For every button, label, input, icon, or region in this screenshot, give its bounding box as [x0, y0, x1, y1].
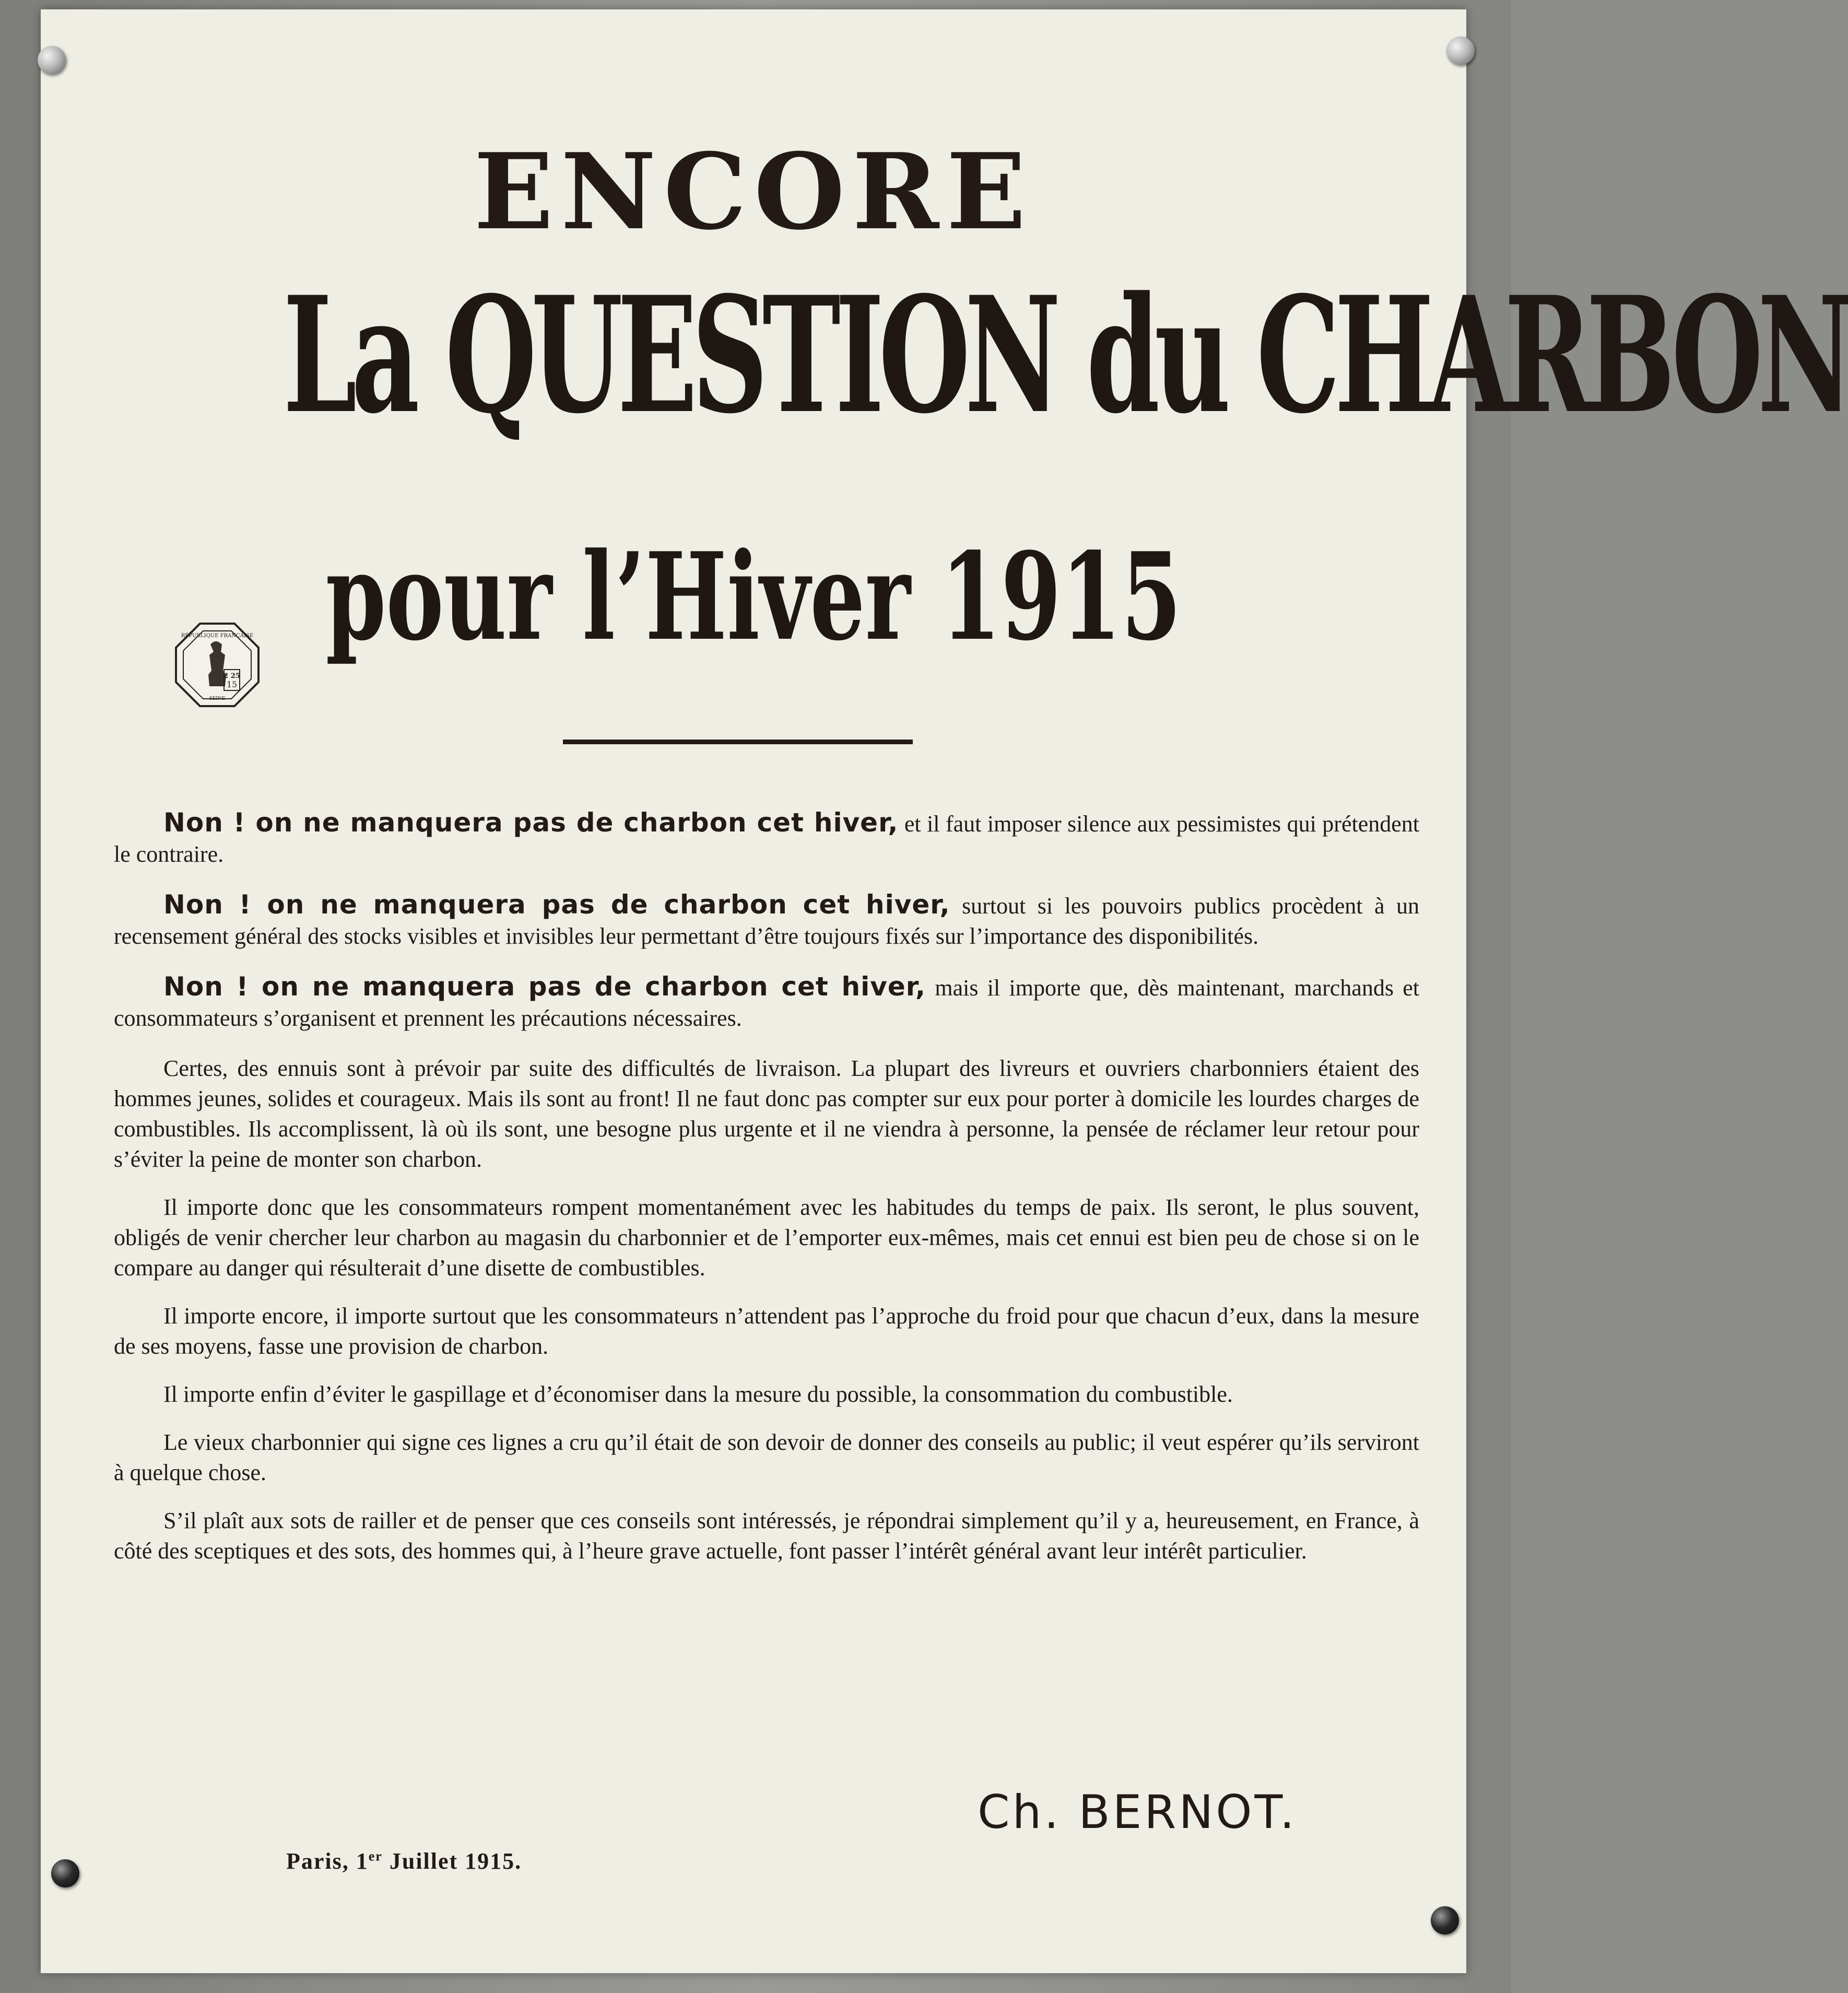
- date-suffix: Juillet 1915.: [382, 1848, 522, 1874]
- paragraph-9: S’il plaît aux sots de railler et de penser que ces conseils sont intéressés, je répondrai simplement qu’il y a, heureusement, en France, à côté des sceptiques et des sots, des hommes qui, à l’heure grave actuelle, font passer l’intérêt général avant leur intérêt particulier.: [114, 1508, 1419, 1564]
- paragraph-2-lead: Non ! on ne manquera pas de charbon cet hiver,: [163, 889, 950, 920]
- stamp-text-bottom: SEINE: [209, 696, 226, 701]
- paragraph-8: Le vieux charbonnier qui signe ces lignes a cru qu’il était de son devoir de donner des conseils au public; il veut espérer qu’ils serviront à quelque chose.: [114, 1429, 1419, 1485]
- poster-body: [114, 807, 1419, 1584]
- poster-sheet: [41, 9, 1848, 1973]
- pushpin-bottom-left-icon: [51, 1859, 79, 1888]
- title-question-du-charbon: La QUESTION du CHARBON: [283, 262, 1848, 449]
- tax-stamp-icon: [174, 622, 261, 708]
- paragraph-2: [114, 889, 1419, 952]
- stamp-text-value: 2 25: [223, 672, 240, 680]
- title-pour-hiver-1915: pour l’Hiver 1915: [325, 526, 1182, 667]
- paragraph-1: [114, 807, 1419, 870]
- date-line: [286, 1848, 522, 1874]
- paragraph-7: Il importe enfin d’éviter le gaspillage et d’économiser dans la mesure du possible, la consommation du combustible.: [163, 1381, 1233, 1407]
- pushpin-top-right-icon: [1446, 37, 1475, 65]
- paragraph-1-text: et il faut imposer silence aux pessimistes qui prétendent le contraire.: [114, 811, 1419, 867]
- pushpin-bottom-right-icon: [1431, 1906, 1459, 1935]
- pushpin-top-left-icon: [38, 46, 66, 74]
- paragraph-5: Il importe donc que les consommateurs rompent momentanément avec les habitudes du temps de paix. Ils seront, le plus souvent, obligés de venir chercher leur charbon au magasin du charbonnier et de l’emporter eux-mêmes, mais cet ennui est bien peu de chose si on le compare au danger qui résulterait d’une disette de combustibles.: [114, 1194, 1419, 1281]
- title-underline: [563, 740, 913, 744]
- paragraph-6: Il importe encore, il importe surtout que les consommateurs n’attendent pas l’approche du froid pour que chacun d’eux, dans la mesure de ses moyens, fasse une provision de charbon.: [114, 1303, 1419, 1359]
- paragraph-2-text: surtout si les pouvoirs publics procèdent à un recensement général des stocks visibles et invisibles leur permettant d’être toujours fixés sur l’importance des disponibilités.: [114, 893, 1420, 949]
- title-encore: ENCORE: [474, 131, 1033, 253]
- stamp-text-top: RÉPUBLIQUE FRANÇAISE: [181, 633, 254, 639]
- paragraph-1-lead: Non ! on ne manquera pas de charbon cet hiver,: [163, 807, 899, 838]
- paragraph-3: [114, 971, 1419, 1034]
- stamp-text-year: 15: [226, 679, 238, 689]
- signature: Ch. BERNOT.: [978, 1785, 1297, 1839]
- paragraph-4: Certes, des ennuis sont à prévoir par suite des difficultés de livraison. La plupart des livreurs et ouvriers charbonniers étaient des hommes jeunes, solides et courageux. Mais ils sont au front! Il ne faut donc pas compter sur eux pour porter à domicile les lourdes charges de combustibles. Ils accomplissent, là où ils sont, une besogne plus urgente et il ne viendra à personne, la pensée de réclamer leur retour pour s’éviter la peine de monter son charbon.: [114, 1056, 1419, 1172]
- paragraph-3-lead: Non ! on ne manquera pas de charbon cet hiver,: [163, 971, 926, 1002]
- date-prefix: Paris, 1: [286, 1848, 369, 1874]
- paragraph-3-text: mais il importe que, dès maintenant, marchands et consommateurs s’organisent et prennent les précautions nécessaires.: [114, 975, 1420, 1031]
- date-superscript: er: [368, 1848, 383, 1864]
